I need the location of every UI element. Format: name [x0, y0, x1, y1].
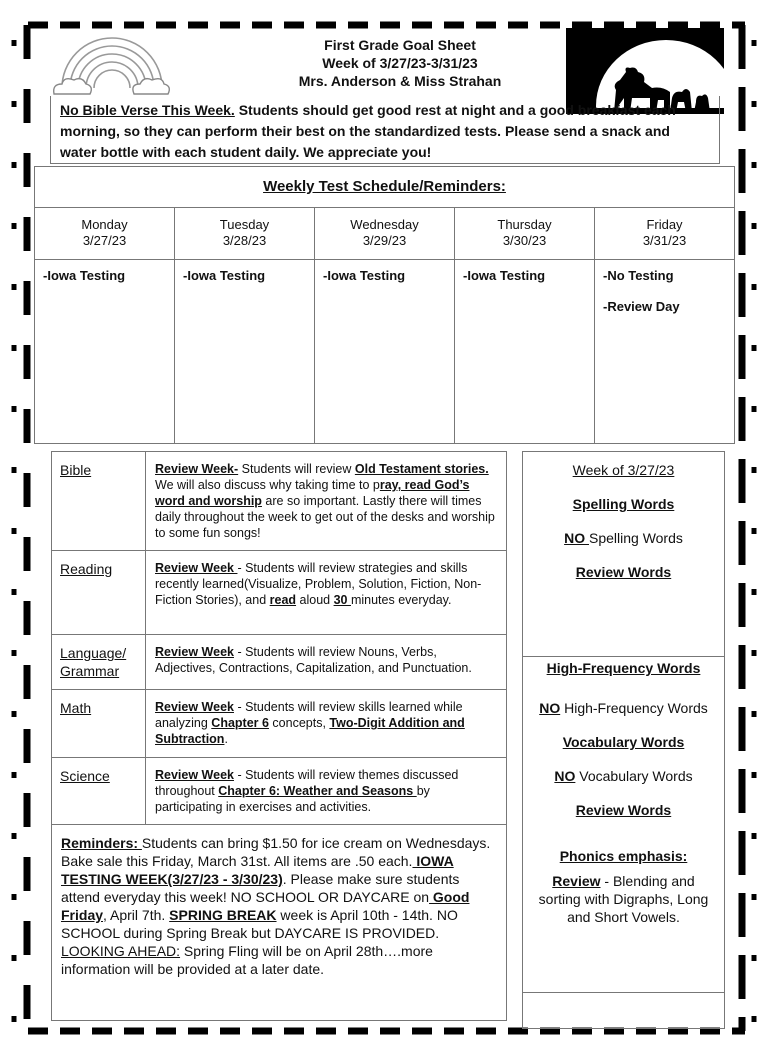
- spelling-section: [523, 452, 724, 657]
- row-bible: [52, 452, 506, 551]
- review-words: Review Words: [575, 564, 672, 580]
- weekly-schedule: [34, 166, 735, 444]
- day-monday: [35, 208, 175, 259]
- subject-label: Math: [52, 690, 146, 757]
- text: - Students will review skills learned while analyzing: [155, 700, 463, 730]
- bold-text: SPRING BREAK: [169, 907, 277, 923]
- cell-friday: [595, 260, 734, 444]
- schedule-item: -Iowa Testing: [43, 268, 126, 283]
- schedule-item: -Iowa Testing: [463, 268, 546, 283]
- intro-text: Students should get good rest at night and a good breakfast each morning, so they can perform their best on the standardized tests. Please send a snack and water bottle with each student daily. We appreciate you!: [60, 102, 676, 160]
- subject-description: [146, 758, 506, 824]
- day-name: Tuesday: [219, 217, 270, 232]
- text: Vocabulary Words: [575, 768, 693, 784]
- day-thursday: [455, 208, 595, 259]
- text: , April 7th.: [103, 907, 170, 923]
- text: We will also discuss why taking time to p: [155, 478, 380, 492]
- text: minutes everyday.: [350, 593, 452, 607]
- teachers: Mrs. Anderson & Miss Strahan: [298, 73, 502, 89]
- day-date: 3/30/23: [502, 233, 547, 248]
- day-name: Wednesday: [350, 217, 419, 232]
- day-date: 3/28/23: [222, 233, 267, 248]
- schedule-item: -Iowa Testing: [183, 268, 266, 283]
- no-label: NO: [554, 768, 576, 784]
- no-label: NO: [564, 530, 589, 546]
- underlined-text: LOOKING AHEAD:: [61, 943, 181, 959]
- subject-label: Reading: [52, 551, 146, 634]
- subject-label: Bible: [52, 452, 146, 550]
- bold-text: Two-Digit Addition and Subtraction: [155, 716, 465, 746]
- subject-label: Language/ Grammar: [52, 635, 146, 689]
- intro-box: [50, 96, 720, 164]
- row-reading: [52, 551, 506, 635]
- bold-text: Review: [552, 873, 601, 889]
- words-panel: [522, 451, 725, 1029]
- bold-text: Old Testament stories.: [354, 462, 489, 476]
- day-tuesday: [175, 208, 315, 259]
- reminders: [52, 825, 506, 987]
- reminders-label: Reminders:: [61, 835, 142, 851]
- bold-text: Chapter 6: [211, 716, 269, 730]
- schedule-item: -Iowa Testing: [323, 268, 406, 283]
- no-label: NO: [539, 700, 561, 716]
- bold-text: read: [269, 593, 297, 607]
- text: . Please make sure students attend everyday this week! NO SCHOOL OR DAYCARE on: [61, 871, 460, 905]
- phonics-text: [523, 872, 724, 926]
- text: - Blending and sorting with Digraphs, Long and Short Vowels.: [538, 873, 709, 925]
- row-math: [52, 690, 506, 758]
- subject-label: Science: [52, 758, 146, 824]
- bold-text: IOWA TESTING WEEK(3/27/23 - 3/30/23): [61, 853, 454, 887]
- spelling-line: [523, 530, 724, 546]
- day-friday: [595, 208, 734, 259]
- day-date: 3/27/23: [82, 233, 127, 248]
- bold-text: Review Week: [155, 700, 234, 714]
- schedule-item: -No Testing: [603, 268, 674, 283]
- bold-text: Good Friday: [61, 889, 470, 923]
- week-range: Week of 3/27/23-3/31/23: [322, 55, 478, 71]
- schedule-days: [35, 208, 734, 260]
- vocab-line: [523, 768, 724, 784]
- subject-description: [146, 551, 506, 634]
- word-lists-section: [523, 657, 724, 993]
- cell-monday: [35, 260, 175, 444]
- text: Spelling Words: [588, 530, 683, 546]
- text: .: [224, 732, 228, 746]
- subject-description: [146, 690, 506, 757]
- rainbow-icon: [52, 26, 172, 98]
- phonics-title: Phonics emphasis:: [559, 848, 688, 864]
- bold-text: Chapter 6: Weather and Seasons: [218, 784, 417, 798]
- schedule-cells: [35, 260, 734, 444]
- text: - Students will review themes discussed throughout: [155, 768, 459, 798]
- day-name: Friday: [646, 217, 683, 232]
- page-header: [240, 36, 560, 90]
- spelling-title: Spelling Words: [572, 496, 675, 512]
- text: by participating in exercises and activities.: [155, 784, 430, 814]
- hf-title: High-Frequency Words: [546, 660, 701, 676]
- schedule-item: -Review Day: [603, 299, 680, 314]
- cell-thursday: [455, 260, 595, 444]
- week-label: Week of 3/27/23: [572, 462, 675, 478]
- vocab-title: Vocabulary Words: [562, 734, 685, 750]
- text: Spring Fling will be on April 28th….more information will be provided at a later date.: [61, 943, 433, 977]
- day-name: Monday: [81, 217, 128, 232]
- intro-heading: No Bible Verse This Week.: [60, 102, 235, 118]
- page-title: First Grade Goal Sheet: [324, 37, 476, 53]
- bold-text: Review Week-: [155, 462, 239, 476]
- text: Students can bring $1.50 for ice cream on Wednesdays. Bake sale this Friday, March 31st. All items are .50 each.: [61, 835, 491, 869]
- review-words: Review Words: [575, 802, 672, 818]
- hf-line: [523, 700, 724, 716]
- subject-description: [146, 452, 506, 550]
- subject-description: [146, 635, 506, 689]
- text: - Students will review Nouns, Verbs, Adjectives, Contractions, Capitalization, and Punctuation.: [155, 645, 472, 675]
- text: concepts,: [268, 716, 330, 730]
- text: High-Frequency Words: [560, 700, 708, 716]
- text: - Students will review strategies and skills recently learned(Visualize, Problem, Solution, Fiction, Non-Fiction Stories), and: [155, 561, 482, 607]
- bold-text: Review Week: [155, 645, 234, 659]
- text: Students will review: [238, 462, 355, 476]
- text: week is April 10th - 14th. NO SCHOOL during Spring Break but DAYCARE IS PROVIDED.: [61, 907, 458, 941]
- day-name: Thursday: [497, 217, 552, 232]
- bold-text: Review Week: [155, 768, 234, 782]
- cell-wednesday: [315, 260, 455, 444]
- row-science: [52, 758, 506, 825]
- bold-text: ray, read God’s word and worship: [155, 478, 470, 508]
- cell-tuesday: [175, 260, 315, 444]
- subjects-table: [51, 451, 507, 1021]
- day-wednesday: [315, 208, 455, 259]
- bold-text: 30: [333, 593, 351, 607]
- day-date: 3/29/23: [362, 233, 407, 248]
- text: are so important. Lastly there will times daily throughout the week to get out of the desks and worship to some fun songs!: [155, 494, 495, 540]
- row-language: [52, 635, 506, 690]
- schedule-title: Weekly Test Schedule/Reminders:: [35, 167, 734, 208]
- bold-text: Review Week: [155, 561, 238, 575]
- day-date: 3/31/23: [642, 233, 687, 248]
- text: aloud: [296, 593, 334, 607]
